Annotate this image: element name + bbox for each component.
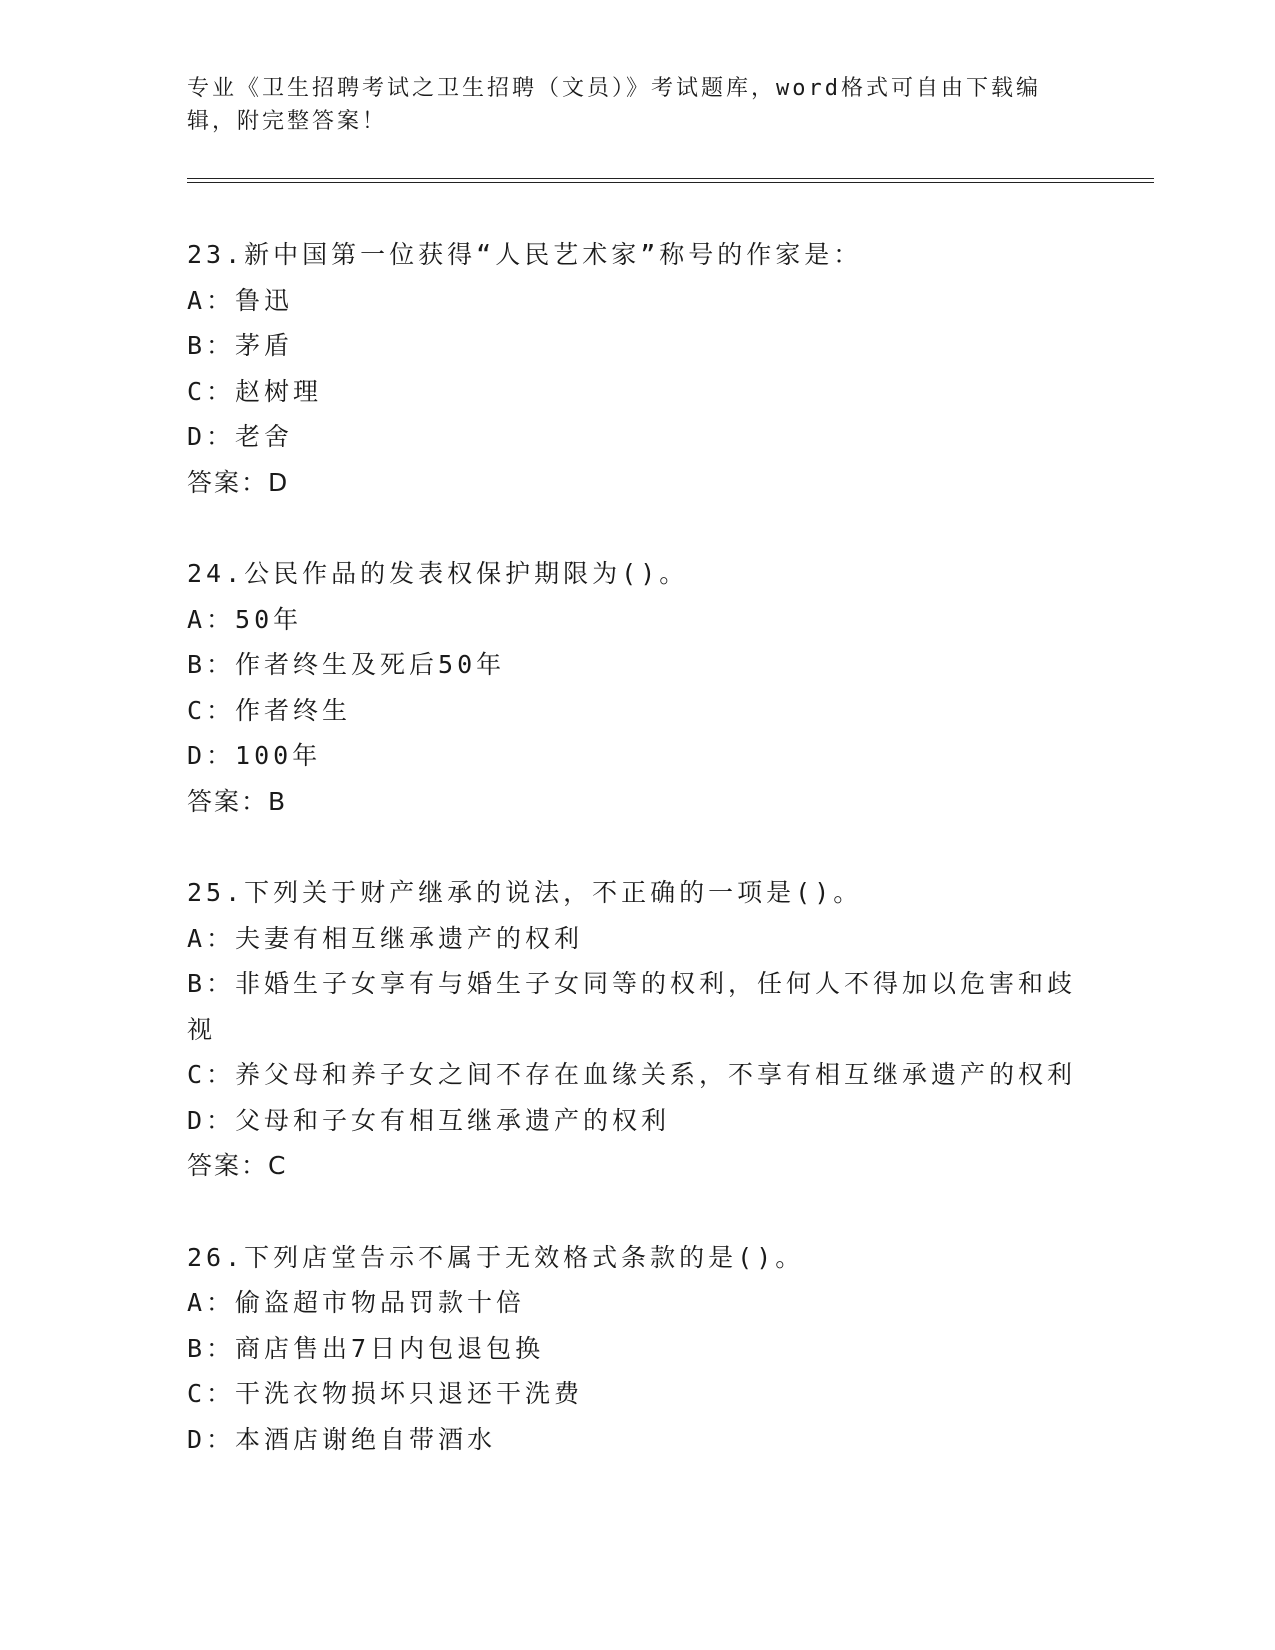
option-c: C：干洗衣物损坏只退还干洗费 — [187, 1379, 584, 1408]
question-stem: 24.公民作品的发表权保护期限为()。 — [187, 559, 689, 588]
option-c: C：赵树理 — [187, 376, 323, 406]
question-stem: 23.新中国第一位获得“人民艺术家”称号的作家是： — [187, 240, 863, 269]
question-stem: 25.下列关于财产继承的说法，不正确的一项是()。 — [187, 878, 863, 907]
document-header: 专业《卫生招聘考试之卫生招聘（文员）》考试题库，word格式可自由下载编辑，附完整答案！ — [187, 76, 1041, 134]
answer-line: 答案：C — [187, 1151, 288, 1180]
question-25 — [187, 870, 1087, 1189]
option-c: C：作者终生 — [187, 695, 352, 725]
option-b: B：作者终生及死后50年 — [187, 650, 506, 679]
option-d: D：本酒店谢绝自带酒水 — [187, 1424, 497, 1454]
question-list — [187, 232, 1087, 1508]
option-a: A：夫妻有相互继承遗产的权利 — [187, 923, 584, 953]
option-d: D：父母和子女有相互继承遗产的权利 — [187, 1105, 671, 1135]
option-a: A：偷盗超市物品罚款十倍 — [187, 1288, 526, 1317]
header-divider — [187, 178, 1154, 183]
question-23 — [187, 232, 1087, 505]
option-b: B：茅盾 — [187, 331, 294, 360]
option-c: C：养父母和养子女之间不存在血缘关系，不享有相互继承遗产的权利 — [187, 1060, 1077, 1089]
option-a: A：鲁迅 — [187, 285, 294, 315]
option-a: A：50年 — [187, 604, 303, 634]
question-stem: 26.下列店堂告示不属于无效格式条款的是()。 — [187, 1242, 805, 1272]
answer-line: 答案：B — [187, 786, 288, 816]
question-24 — [187, 551, 1087, 824]
option-b: B：商店售出7日内包退包换 — [187, 1333, 545, 1363]
option-d: D：老舍 — [187, 422, 294, 451]
option-b: B：非婚生子女享有与婚生子女同等的权利，任何人不得加以危害和歧视 — [187, 969, 1077, 1044]
option-d: D：100年 — [187, 741, 322, 770]
answer-line: 答案：D — [187, 467, 290, 497]
question-26 — [187, 1235, 1087, 1463]
